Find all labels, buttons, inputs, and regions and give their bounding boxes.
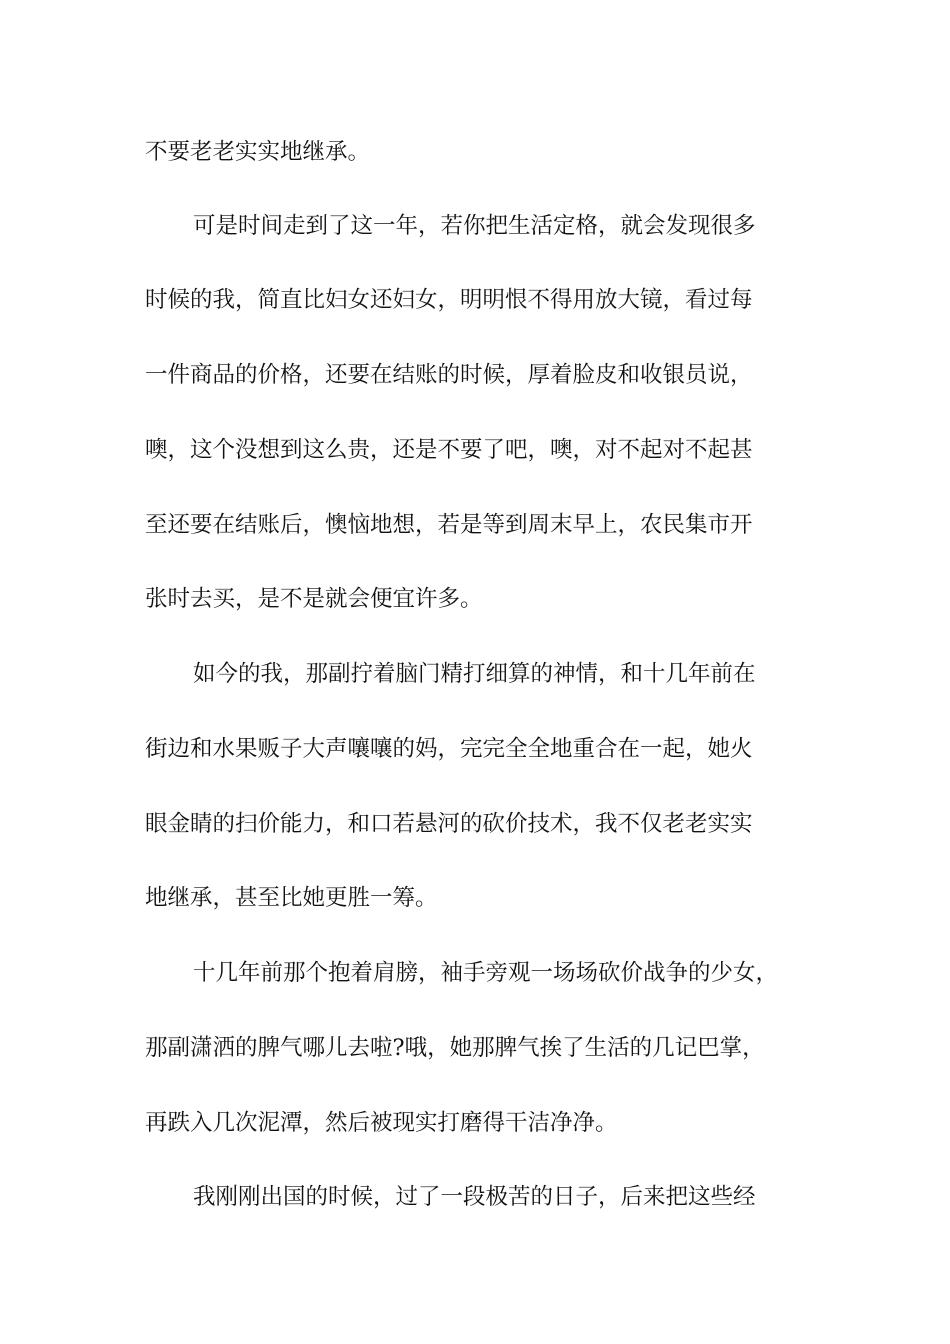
text-line: 张时去买，是不是就会便宜许多。: [145, 586, 483, 612]
paragraph-first-line: 如今的我，那副拧着脑门精打细算的神情，和十几年前在: [193, 661, 756, 687]
text-line: 那副潇洒的脾气哪儿去啦?哦，她那脾气挨了生活的几记巴掌，: [145, 1035, 765, 1061]
text-line: 至还要在结账后，懊恼地想，若是等到周末早上，农民集市开: [145, 512, 753, 538]
paragraph-first-line: 可是时间走到了这一年，若你把生活定格，就会发现很多: [193, 213, 756, 239]
paragraph-first-line: 我刚刚出国的时候，过了一段极苦的日子，后来把这些经: [193, 1184, 756, 1210]
text-line: 一件商品的价格，还要在结账的时候，厚着脸皮和收银员说，: [145, 362, 753, 388]
text-line: 街边和水果贩子大声嚷嚷的妈，完完全全地重合在一起，她火: [145, 736, 753, 762]
text-line: 眼金睛的扫价能力，和口若悬河的砍价技术，我不仅老老实实: [145, 811, 753, 837]
text-line: 噢，这个没想到这么贵，还是不要了吧，噢，对不起对不起甚: [145, 437, 753, 463]
text-line: 再跌入几次泥潭，然后被现实打磨得干洁净净。: [145, 1110, 618, 1136]
text-line: 地继承，甚至比她更胜一筹。: [145, 885, 438, 911]
text-line: 不要老老实实地继承。: [145, 139, 371, 165]
paragraph-first-line: 十几年前那个抱着肩膀，袖手旁观一场场砍价战争的少女，: [193, 960, 779, 986]
text-line: 时候的我，简直比妇女还妇女，明明恨不得用放大镜，看过每: [145, 287, 753, 313]
